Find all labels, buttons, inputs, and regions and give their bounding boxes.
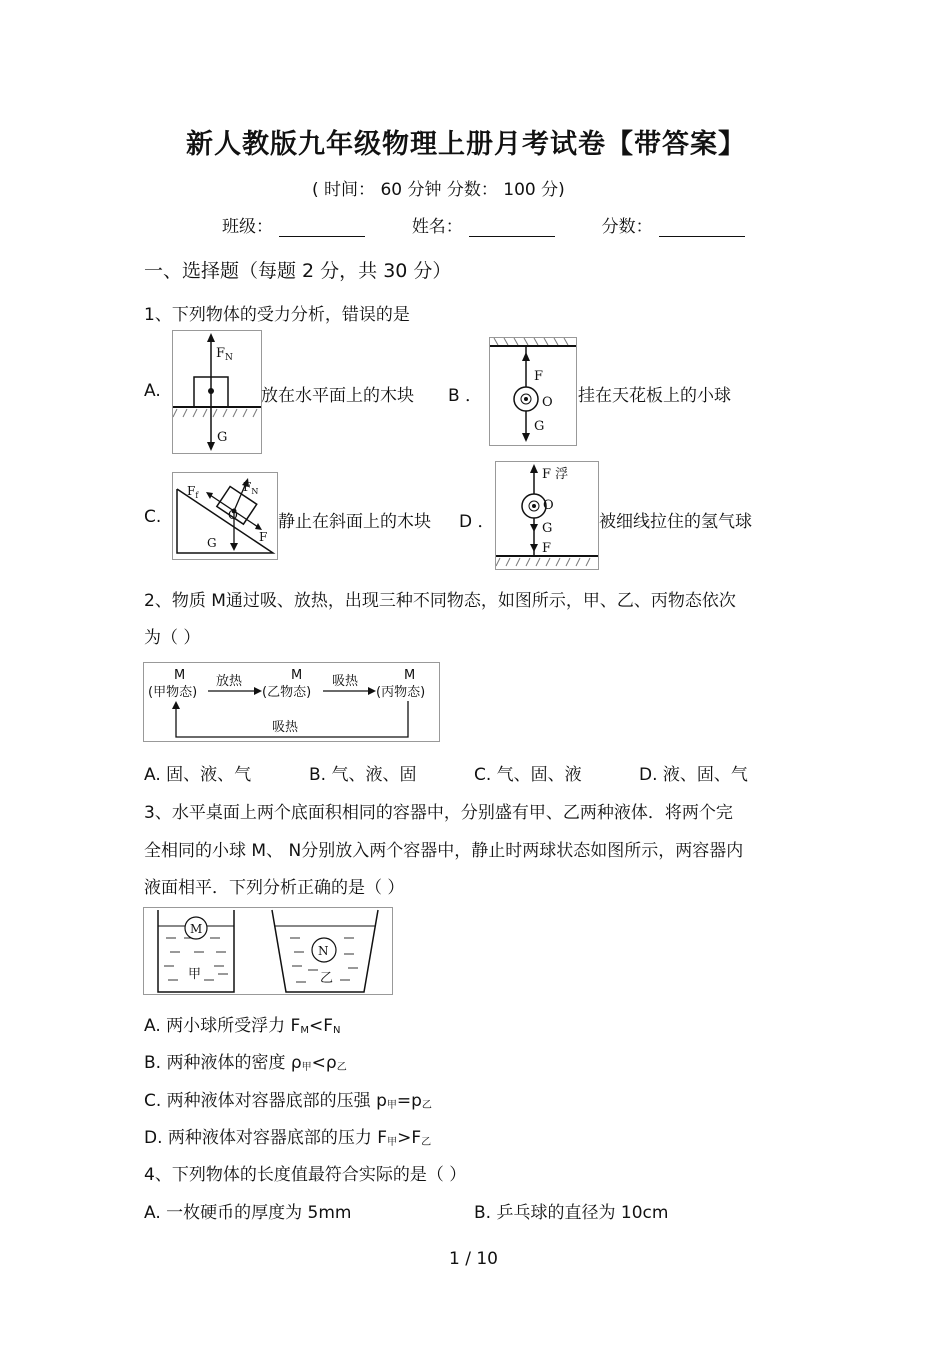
name-label: 姓名： [411, 217, 463, 237]
svg-text:M: M [404, 668, 416, 683]
question-3-stem-line3: 液面相平．下列分析正确的是（ ） [144, 878, 405, 898]
q1-option-d-text: 被细线拉住的氢气球 [599, 512, 752, 532]
score-blank [659, 218, 745, 237]
svg-text:F: F [542, 541, 552, 556]
q2-option-b: B. 气、液、固 [309, 765, 417, 785]
score-label: 分数： [601, 217, 653, 237]
svg-text:(丙物态): (丙物态) [376, 685, 426, 700]
svg-text:G: G [542, 521, 553, 536]
svg-text:M: M [291, 668, 303, 683]
svg-text:G: G [217, 430, 228, 445]
exam-time-info: ( 时间： 60 分钟 分数： 100 分) [312, 180, 565, 200]
svg-text:Ff: $F_f$ [187, 484, 199, 500]
q1-option-c-label: C. [144, 507, 162, 527]
q2-option-a: A. 固、液、气 [144, 765, 252, 785]
class-blank [279, 218, 365, 237]
q3-option-b: B. 两种液体的密度 $\rho_甲<\rho_乙$ [144, 1053, 347, 1073]
svg-text:(甲物态): (甲物态) [148, 685, 198, 700]
q1-option-d-label: D ． [459, 512, 495, 532]
q2-option-c: C. 气、固、液 [474, 765, 582, 785]
svg-text:M: M [190, 922, 203, 936]
svg-text:FN: $F_N$ [216, 346, 233, 363]
svg-text:吸热: 吸热 [272, 720, 299, 735]
student-info-row [222, 212, 745, 237]
q3-option-a: A. 两小球所受浮力 $F_M<F_N$ [144, 1016, 341, 1036]
q3-containers-figure [143, 907, 393, 995]
q1-figure-b [489, 337, 577, 446]
q1-option-b-label: B ． [448, 386, 483, 406]
svg-text:甲: 甲 [188, 967, 202, 982]
q1-figure-a [172, 330, 262, 454]
question-2-stem-line2: 为（ ） [144, 628, 201, 648]
q1-figure-c [172, 472, 278, 560]
q3-option-c: C. 两种液体对容器底部的压强 $p_甲=p_乙$ [144, 1091, 432, 1111]
svg-text:O: O [543, 498, 554, 513]
q1-option-c-text: 静止在斜面上的木块 [278, 512, 431, 532]
svg-text:O: O [542, 395, 553, 410]
svg-text:放热: 放热 [216, 674, 243, 689]
svg-text:N: N [318, 944, 329, 958]
name-blank [469, 218, 555, 237]
page-title: 新人教版九年级物理上册月考试卷【带答案】 [186, 129, 746, 160]
question-2-stem-line1: 2、物质 M通过吸、放热，出现三种不同物态，如图所示，甲、乙、丙物态依次 [144, 591, 736, 611]
question-4-stem: 4、下列物体的长度值最符合实际的是（ ） [144, 1165, 467, 1185]
q4-option-b: B. 乒乓球的直径为 10cm [474, 1203, 669, 1223]
q4-option-a: A. 一枚硬币的厚度为 5mm [144, 1203, 352, 1223]
class-label: 班级： [222, 217, 273, 237]
svg-text:G: G [207, 536, 217, 550]
svg-text:G: G [534, 419, 545, 434]
page-number: 1 / 10 [449, 1249, 498, 1269]
q1-figure-d [495, 461, 599, 570]
section-heading: 一、选择题（每题 2 分，共 30 分） [144, 260, 452, 282]
q2-option-d: D. 液、固、气 [639, 765, 748, 785]
svg-text:F 浮: F 浮 [542, 467, 569, 482]
svg-text:FN: $F_N$ [243, 480, 259, 496]
q3-option-d: D. 两种液体对容器底部的压力 $F_甲>F_乙$ [144, 1128, 432, 1148]
q1-option-a-text: 放在水平面上的木块 [261, 386, 414, 406]
svg-text:O: O [228, 508, 238, 522]
q2-state-diagram [143, 662, 440, 742]
question-1-stem: 1、下列物体的受力分析，错误的是 [144, 305, 410, 325]
svg-text:吸热: 吸热 [332, 674, 359, 689]
q1-option-b-text: 挂在天花板上的小球 [578, 386, 731, 406]
question-3-stem-line2: 全相同的小球 M、 N分别放入两个容器中，静止时两球状态如图所示，两容器内 [144, 841, 744, 861]
svg-text:(乙物态): (乙物态) [262, 685, 312, 700]
svg-text:F: F [259, 530, 268, 544]
svg-text:F: F [534, 369, 544, 384]
svg-text:M: M [174, 668, 186, 683]
q1-option-a-label: A. [144, 381, 161, 401]
q2-options [144, 760, 784, 785]
question-3-stem-line1: 3、水平桌面上两个底面积相同的容器中，分别盛有甲、乙两种液体．将两个完 [144, 803, 733, 823]
svg-text:乙: 乙 [320, 971, 334, 986]
